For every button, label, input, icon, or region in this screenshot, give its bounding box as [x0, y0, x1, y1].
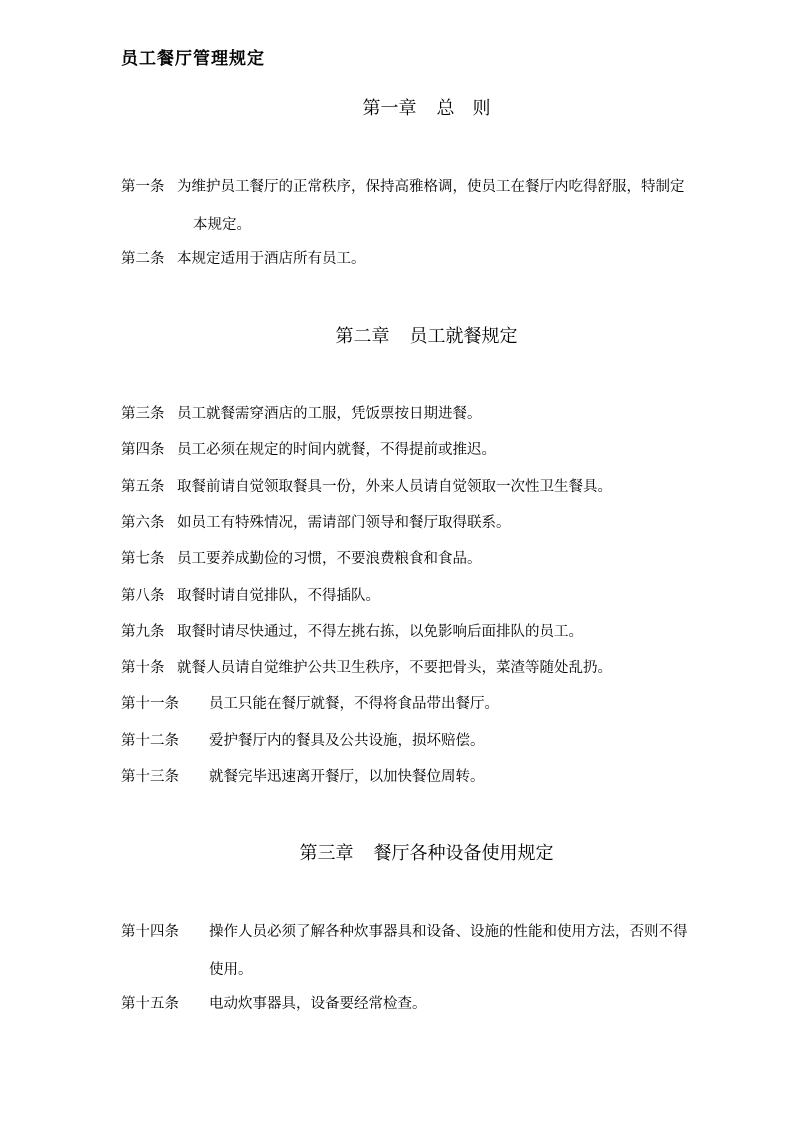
article-8 [121, 586, 741, 606]
chapter-3-number: 第三章 [299, 843, 354, 864]
article-text: 操作人员必须了解各种炊事器具和设备、设施的性能和使用方法，否则不得 [209, 924, 688, 940]
chapter-3-heading [0, 841, 793, 867]
article-text: 如员工有特殊情况，需请部门领导和餐厅取得联系。 [177, 515, 511, 531]
chapter-1-heading [0, 96, 793, 122]
article-text: 员工必须在规定的时间内就餐，不得提前或推迟。 [177, 442, 496, 458]
article-text: 就餐完毕迅速离开餐厅，以加快餐位周转。 [209, 769, 485, 785]
article-label: 第二条 [121, 251, 165, 267]
article-label: 第十一条 [121, 696, 179, 712]
article-2 [121, 249, 741, 269]
article-label: 第三条 [121, 406, 165, 422]
article-text: 员工只能在餐厅就餐，不得将食品带出餐厅。 [209, 696, 499, 712]
article-text: 员工要养成勤俭的习惯，不要浪费粮食和食品。 [177, 551, 482, 567]
article-label: 第十三条 [121, 769, 179, 785]
article-7 [121, 549, 741, 569]
article-label: 第十五条 [121, 996, 179, 1012]
chapter-1-title-part-2: 则 [472, 98, 491, 119]
article-label: 第十条 [121, 660, 165, 676]
article-5 [121, 477, 741, 497]
article-11 [121, 694, 741, 714]
document-title: 员工餐厅管理规定 [121, 49, 265, 69]
article-13 [121, 767, 741, 787]
article-label: 第十四条 [121, 924, 179, 940]
article-label: 第一条 [121, 179, 165, 195]
article-15 [121, 994, 741, 1014]
article-text: 员工就餐需穿酒店的工服，凭饭票按日期进餐。 [177, 406, 482, 422]
article-text: 电动炊事器具，设备要经常检查。 [209, 996, 427, 1012]
article-label: 第九条 [121, 624, 165, 640]
chapter-2-heading [0, 324, 793, 350]
article-label: 第五条 [121, 479, 165, 495]
article-label: 第四条 [121, 442, 165, 458]
article-text: 为维护员工餐厅的正常秩序，保持高雅格调，使员工在餐厅内吃得舒服，特制定 [177, 179, 685, 195]
chapter-2-number: 第二章 [335, 326, 390, 347]
article-text: 取餐前请自觉领取餐具一份，外来人员请自觉领取一次性卫生餐具。 [177, 479, 612, 495]
chapter-1-title-part-1: 总 [436, 98, 455, 119]
article-text-continuation: 使用。 [209, 962, 253, 978]
article-text: 取餐时请尽快通过，不得左挑右拣，以免影响后面排队的员工。 [177, 624, 583, 640]
article-6 [121, 513, 741, 533]
article-3 [121, 404, 741, 424]
article-text: 取餐时请自觉排队，不得插队。 [177, 588, 380, 604]
article-10 [121, 658, 741, 678]
chapter-3-title: 餐厅各种设备使用规定 [373, 843, 554, 864]
article-text: 本规定适用于酒店所有员工。 [177, 251, 366, 267]
article-label: 第十二条 [121, 733, 179, 749]
chapter-1-number: 第一章 [362, 98, 417, 119]
article-9 [121, 622, 741, 642]
article-text: 爱护餐厅内的餐具及公共设施，损坏赔偿。 [209, 733, 485, 749]
article-text: 就餐人员请自觉维护公共卫生秩序，不要把骨头，菜渣等随处乱扔。 [177, 660, 612, 676]
article-14 [121, 922, 741, 980]
article-4 [121, 440, 741, 460]
article-1 [121, 177, 741, 235]
article-label: 第七条 [121, 551, 165, 567]
article-label: 第六条 [121, 515, 165, 531]
article-12 [121, 731, 741, 751]
article-text-continuation: 本规定。 [193, 217, 251, 233]
article-label: 第八条 [121, 588, 165, 604]
chapter-2-title: 员工就餐规定 [409, 326, 518, 347]
